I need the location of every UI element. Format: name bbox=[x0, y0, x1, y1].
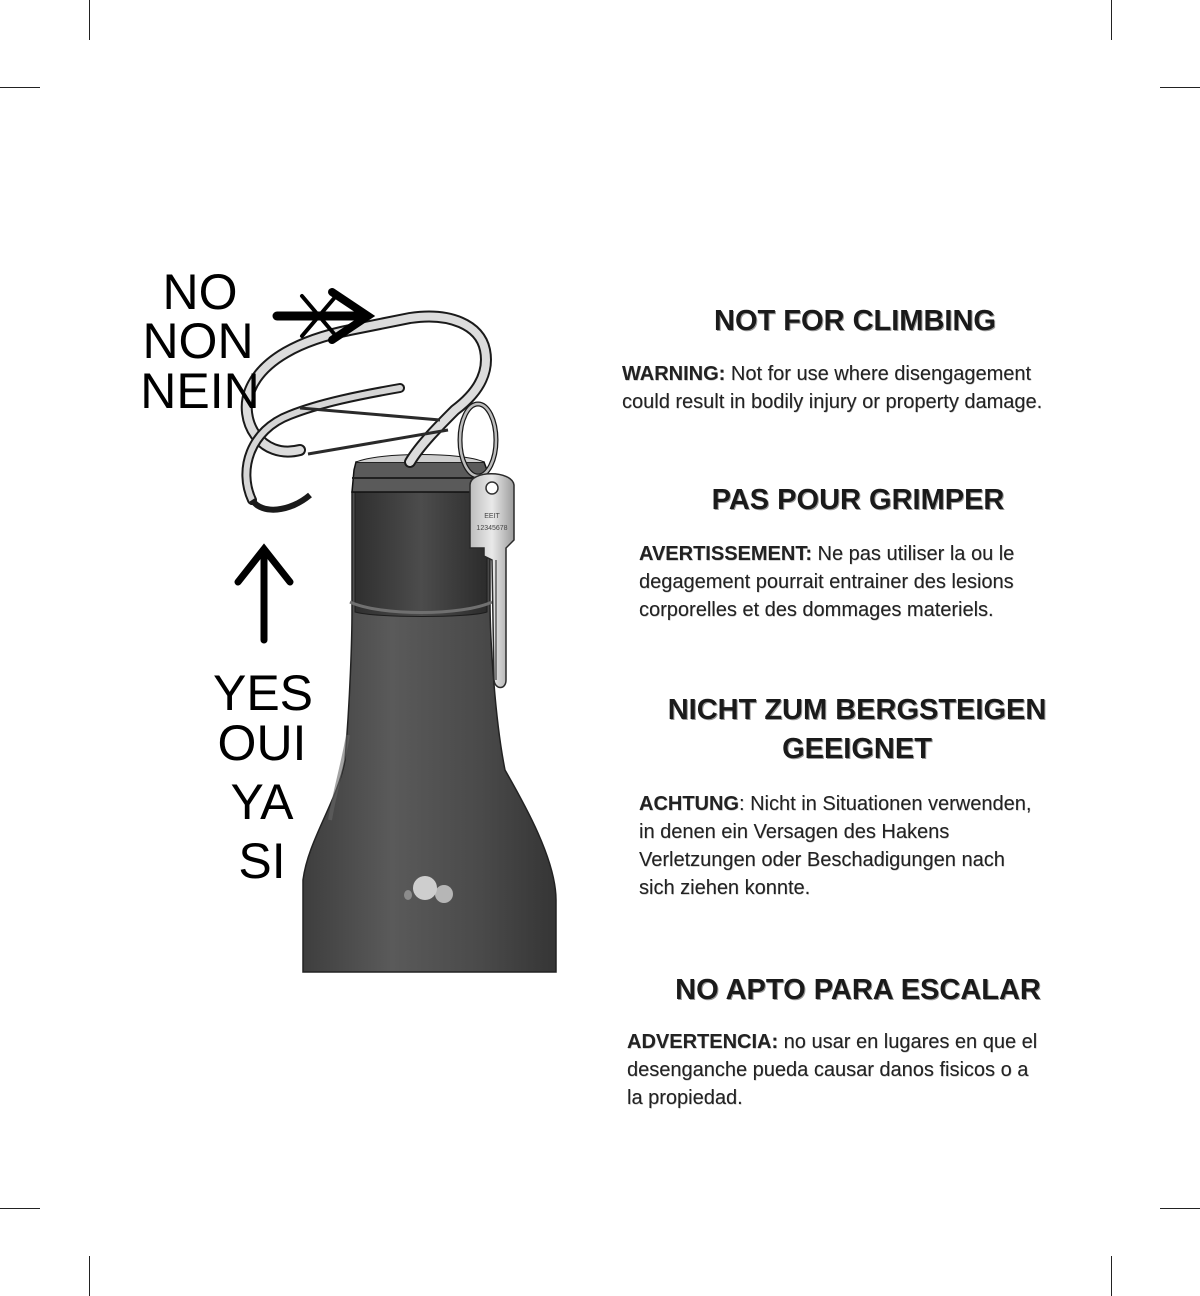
warning-french bbox=[639, 540, 1014, 624]
heading-french: PAS POUR GRIMPER bbox=[711, 484, 1005, 516]
warning-label: ADVERTENCIA: bbox=[627, 1031, 779, 1053]
heading-english: NOT FOR CLIMBING bbox=[714, 305, 996, 337]
heading-german: NICHT ZUM BERGSTEIGEN bbox=[667, 694, 1047, 726]
warning-text: could result in bodily injury or property damage. bbox=[622, 391, 1043, 413]
si-word: SI bbox=[238, 833, 286, 889]
warning-text: desenganche pueda causar danos fisicos o a bbox=[627, 1059, 1029, 1081]
crop-mark bbox=[89, 1256, 90, 1296]
warning-label: WARNING: bbox=[622, 363, 726, 385]
crop-mark bbox=[1160, 1208, 1200, 1209]
warning-text: no usar en lugares en que el bbox=[778, 1031, 1038, 1053]
oui-word: OUI bbox=[217, 715, 307, 771]
warning-text: corporelles et des dommages materiels. bbox=[639, 599, 994, 621]
no-word: NO bbox=[162, 264, 238, 320]
warning-text: Not for use where disengagement bbox=[725, 363, 1032, 385]
crop-mark bbox=[0, 1208, 40, 1209]
warning-text: in denen ein Versagen des Hakens bbox=[639, 821, 950, 843]
ya-word: YA bbox=[230, 774, 294, 830]
crop-mark bbox=[1111, 0, 1112, 40]
crop-mark bbox=[1111, 1256, 1112, 1296]
crop-mark bbox=[1160, 87, 1200, 88]
heading-german: GEEIGNET bbox=[782, 733, 932, 765]
warning-text: degagement pourrait entrainer des lesions bbox=[639, 571, 1014, 593]
bottle bbox=[303, 455, 556, 973]
warning-english bbox=[622, 360, 1042, 416]
yes-word: YES bbox=[212, 665, 314, 721]
warning-text: sich ziehen konnte. bbox=[639, 877, 811, 899]
warning-label: ACHTUNG bbox=[639, 793, 739, 815]
up-arrow-icon bbox=[238, 549, 290, 640]
heading-spanish: NO APTO PARA ESCALAR bbox=[675, 974, 1041, 1006]
key-stamp: EEIT bbox=[484, 513, 500, 520]
bottle-opener-illustration bbox=[0, 0, 600, 1000]
warning-spanish bbox=[627, 1028, 1037, 1112]
key-stamp: 12345678 bbox=[476, 525, 508, 532]
warning-german bbox=[639, 790, 1031, 902]
nein-word: NEIN bbox=[140, 363, 260, 419]
warning-label: AVERTISSEMENT: bbox=[639, 543, 812, 565]
warning-text: la propiedad. bbox=[627, 1087, 743, 1109]
warning-text: : Nicht in Situationen verwenden, bbox=[739, 793, 1032, 815]
non-word: NON bbox=[142, 313, 254, 369]
warning-text: Verletzungen oder Beschadigungen nach bbox=[639, 849, 1005, 871]
warning-text: Ne pas utiliser la ou le bbox=[811, 543, 1015, 565]
